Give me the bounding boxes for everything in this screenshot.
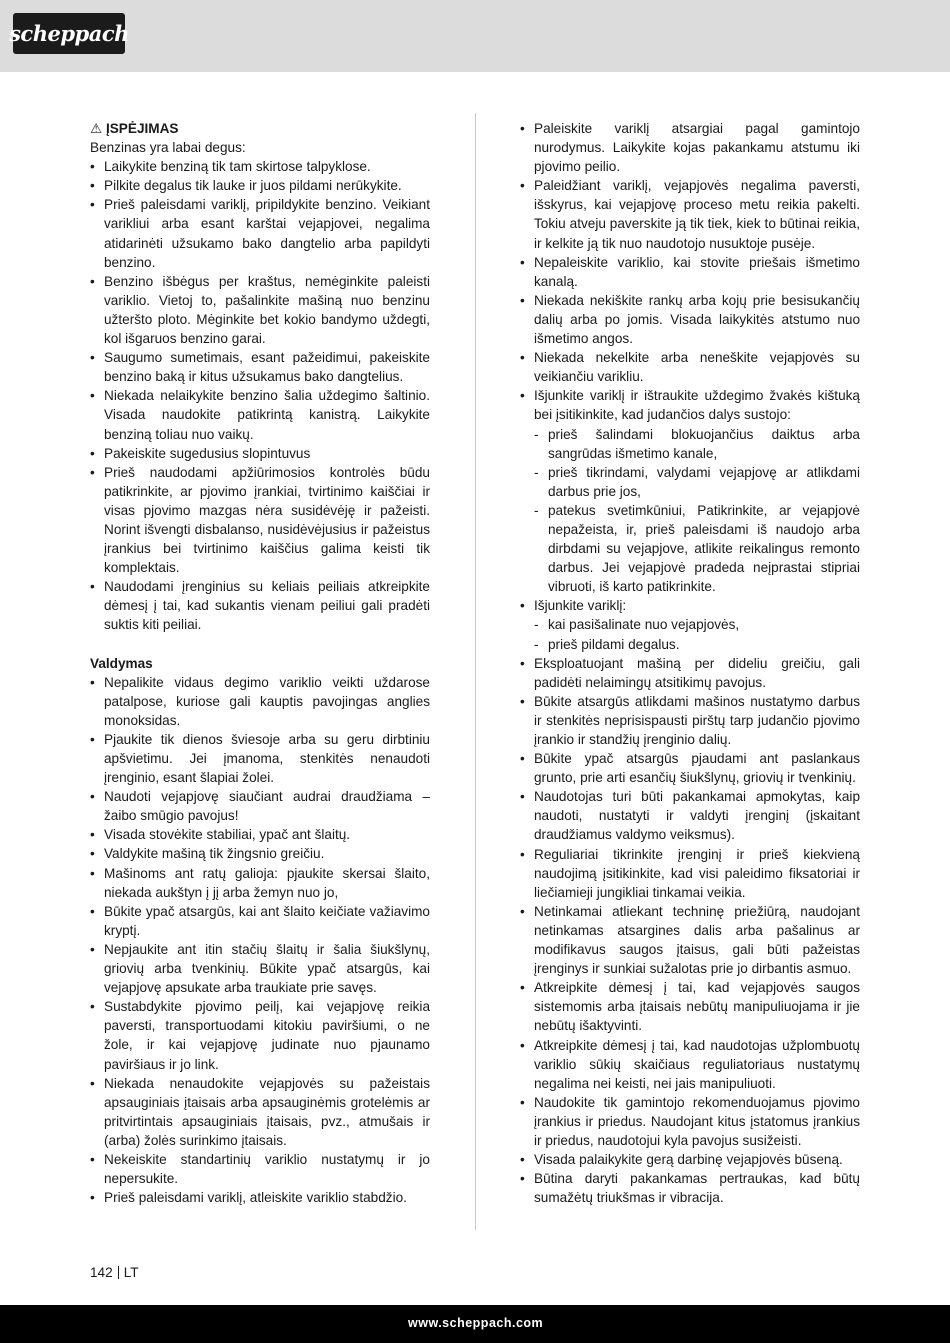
list-item: • Valdykite mašiną tik žingsnio greičiu. [90, 844, 430, 863]
operation-list [90, 673, 430, 1208]
list-item: • Išjunkite variklį ir ištraukite uždegimo žvakės kištuką bei įsitikinkite, kad judančios dalys sustojo: [520, 386, 860, 424]
list-item: • Atkreipkite dėmesį į tai, kad vejapjovės saugos sistemomis arba įtaisais nebūtų manipuliuojama ir jie nebūtų išaktyvinti. [520, 978, 860, 1035]
list-item: • Naudotojas turi būti pakankamai apmokytas, kaip naudoti, nustatyti ir valdyti įrenginį (įskaitant draudžiamus valdymo veiksmus). [520, 787, 860, 844]
sub-list-item: - prieš šalindami blokuojančius daiktus arba sangrūdas išmetimo kanale, [520, 425, 860, 463]
list-item: • Benzino išbėgus per kraštus, nemėginkite paleisti variklio. Vietoj to, pašalinkite mašiną nuo benzinu užteršto ploto. Mėginkite bet kokio bandymo uždegti, kol išgaruos benzino garai. [90, 272, 430, 348]
list-item: • Naudokite tik gamintojo rekomenduojamus pjovimo įrankius ir priedus. Naudojant kitus įstatomus įrankius ir priedus, naudotojui kyla pavojus susižeisti. [520, 1093, 860, 1150]
column-divider [475, 113, 476, 1230]
sub-list-item: - prieš pildami degalus. [520, 635, 860, 654]
sub-list-item: - patekus svetimkūniui, Patikrinkite, ar vejapjovė nepažeista, ir, prieš paleisdami iš naudojo arba dirbdami su vejapjove, atlikite reikalingus remonto darbus. Jei vejapjovė pradeda neįprastai stipriai vibruoti, iš karto patikrinkite. [520, 501, 860, 596]
operation-list-continued [520, 119, 860, 1207]
list-item: • Prieš naudodami apžiūrimosios kontrolės būdu patikrinkite, ar pjovimo įrankiai, tvirtinimo kaiščiai ir visas pjovimo mazgas nėra susidėvėję ir pažeisti. Norint išvengti disbalanso, nusidėvėjusius ir pažeistus įrankius bei tvirtinimo kaiščius galima keisti tik komplektais. [90, 463, 430, 578]
list-item: • Mašinoms ant ratų galioja: pjaukite skersai šlaito, niekada aukštyn į jį arba žemyn nuo jo, [90, 864, 430, 902]
list-item: • Sustabdykite pjovimo peilį, kai vejapjovę reikia paversti, transportuodami kitokiu paviršiumi, o ne žole, ir kai vejapjovę judinate nuo pjaunamo paviršiaus ir jo link. [90, 997, 430, 1073]
list-item: • Prieš paleisdami variklį, pripildykite benzino. Veikiant varikliui arba esant karštai vejapjovei, negalima atidarinėti užsukamo bako dangtelio arba papildyti benzino. [90, 195, 430, 271]
list-item: • Niekada nekelkite arba neneškite vejapjovės su veikiančiu varikliu. [520, 348, 860, 386]
list-item: • Naudoti vejapjovę siaučiant audrai draudžiama – žaibo smūgio pavojus! [90, 787, 430, 825]
list-item: • Paleiskite variklį atsargiai pagal gamintojo nurodymus. Laikykite kojas pakankamu atstumu iki pjovimo peilio. [520, 119, 860, 176]
list-item: • Visada palaikykite gerą darbinę vejapjovės būseną. [520, 1150, 860, 1169]
page-number [90, 1265, 139, 1280]
list-item: • Būkite ypač atsargūs pjaudami ant paslankaus grunto, prie arti esančių šiukšlynų, griovių ir tvenkinių. [520, 749, 860, 787]
warning-heading: ⚠ ĮSPĖJIMAS [90, 121, 179, 136]
brand-logo [9, 13, 129, 54]
header-bar [0, 0, 950, 72]
section-heading-operation: Valdymas [90, 655, 153, 671]
footer-url-link[interactable]: www.scheppach.com [408, 1316, 544, 1330]
list-item: • Niekada nenaudokite vejapjovės su pažeistais apsauginiais įtaisais arba apsauginėmis grotelėmis ar pritvirtintais apsauginiais įtaisais, pvz., atmušais ir (arba) žolės surinkimo įtaisais. [90, 1074, 430, 1150]
list-item: • Būkite atsargūs atlikdami mašinos nustatymo darbus ir stenkitės neprisispausti pirštų tarp judančio pjovimo įrankio ir standžių įrenginio dalių. [520, 692, 860, 749]
list-item: • Eksploatuojant mašiną per dideliu greičiu, gali padidėti nelaimingų atsitikimų pavojus. [520, 654, 860, 692]
list-item: • Nepaleiskite variklio, kai stovite priešais išmetimo kanalą. [520, 253, 860, 291]
right-column [520, 119, 860, 1207]
list-item: • Nepalikite vidaus degimo variklio veikti uždarose patalpose, kuriose gali kauptis pavojingas anglies monoksidas. [90, 673, 430, 730]
page-number-separator [118, 1266, 119, 1279]
list-item: • Prieš paleisdami variklį, atleiskite variklio stabdžio. [90, 1188, 430, 1207]
list-item: • Reguliariai tikrinkite įrenginį ir prieš kiekvieną naudojimą įsitikinkite, kad visi paleidimo fiksatoriai ir liečiamieji jungikliai tinkamai veikia. [520, 845, 860, 902]
list-item: • Naudodami įrenginius su keliais peiliais atkreipkite dėmesį į tai, kad sukantis vienam peiliui gali pradėti suktis kiti peiliai. [90, 577, 430, 634]
list-item: • Visada stovėkite stabiliai, ypač ant šlaitų. [90, 825, 430, 844]
language-code: LT [123, 1265, 139, 1280]
list-item: • Būkite ypač atsargūs, kai ant šlaito keičiate važiavimo kryptį. [90, 902, 430, 940]
list-item: • Paleidžiant variklį, vejapjovės negalima paversti, išskyrus, kai vejapjovę proceso metu reikia pakelti. Tokiu atveju paverskite ją tik tiek, kiek to būtinai reikia, ir kelkite ją tik nuo naudotojo nusuktoje pusėje. [520, 176, 860, 252]
page-number-value: 142 [90, 1265, 113, 1280]
fuel-safety-list [90, 157, 430, 634]
list-item: • Pjaukite tik dienos šviesoje arba su geru dirbtiniu apšvietimu. Jei įmanoma, stenkitės nenaudoti įrenginio, esant šlapiai žolei. [90, 730, 430, 787]
warning-intro: Benzinas yra labai degus: [90, 140, 246, 156]
list-item: • Nepjaukite ant itin stačių šlaitų ir šalia šiukšlynų, griovių arba tvenkinių. Būkite ypač atsargūs, kai vejapjovę apsukate arba traukiate prie savęs. [90, 940, 430, 997]
list-item: • Nekeiskite standartinių variklio nustatymų ir jo nepersukite. [90, 1150, 430, 1188]
list-item: • Niekada nekiškite rankų arba kojų prie besisukančių dalių arba po jomis. Visada laikykitės atstumo nuo išmetimo angos. [520, 291, 860, 348]
sub-list-item: - prieš tikrindami, valydami vejapjovę ar atlikdami darbus prie jos, [520, 463, 860, 501]
sub-list-item: - kai pasišalinate nuo vejapjovės, [520, 615, 860, 634]
list-item: • Saugumo sumetimais, esant pažeidimui, pakeiskite benzino baką ir kitus užsukamus bako dangtelius. [90, 348, 430, 386]
list-item: • Išjunkite variklį: [520, 596, 860, 615]
logo-text: scheppach [9, 21, 129, 46]
list-item: • Būtina daryti pakankamas pertraukas, kad būtų sumažėtų triukšmas ir vibracija. [520, 1169, 860, 1207]
list-item: • Pilkite degalus tik lauke ir juos pildami nerūkykite. [90, 176, 430, 195]
list-item: • Atkreipkite dėmesį į tai, kad naudotojas užplombuotų variklio sūkių skaičiaus reguliatoriaus nustatymų negalima nei keisti, nei jais manipuliuoti. [520, 1036, 860, 1093]
list-item: • Netinkamai atliekant techninę priežiūrą, naudojant netinkamas atsargines dalis arba pašalinus ar modifikavus saugos įtaisus, gali būti pažeistas įrenginys ir sunkiai sužalotas prie jo dirbantis asmuo. [520, 902, 860, 978]
list-item: • Niekada nelaikykite benzino šalia uždegimo šaltinio. Visada naudokite patikrintą kanistrą. Laikykite benziną toliau nuo vaikų. [90, 386, 430, 443]
left-column [90, 119, 430, 1207]
list-item: • Laikykite benziną tik tam skirtose talpyklose. [90, 157, 430, 176]
footer-bar [0, 1305, 950, 1343]
list-item: • Pakeiskite sugedusius slopintuvus [90, 444, 430, 463]
